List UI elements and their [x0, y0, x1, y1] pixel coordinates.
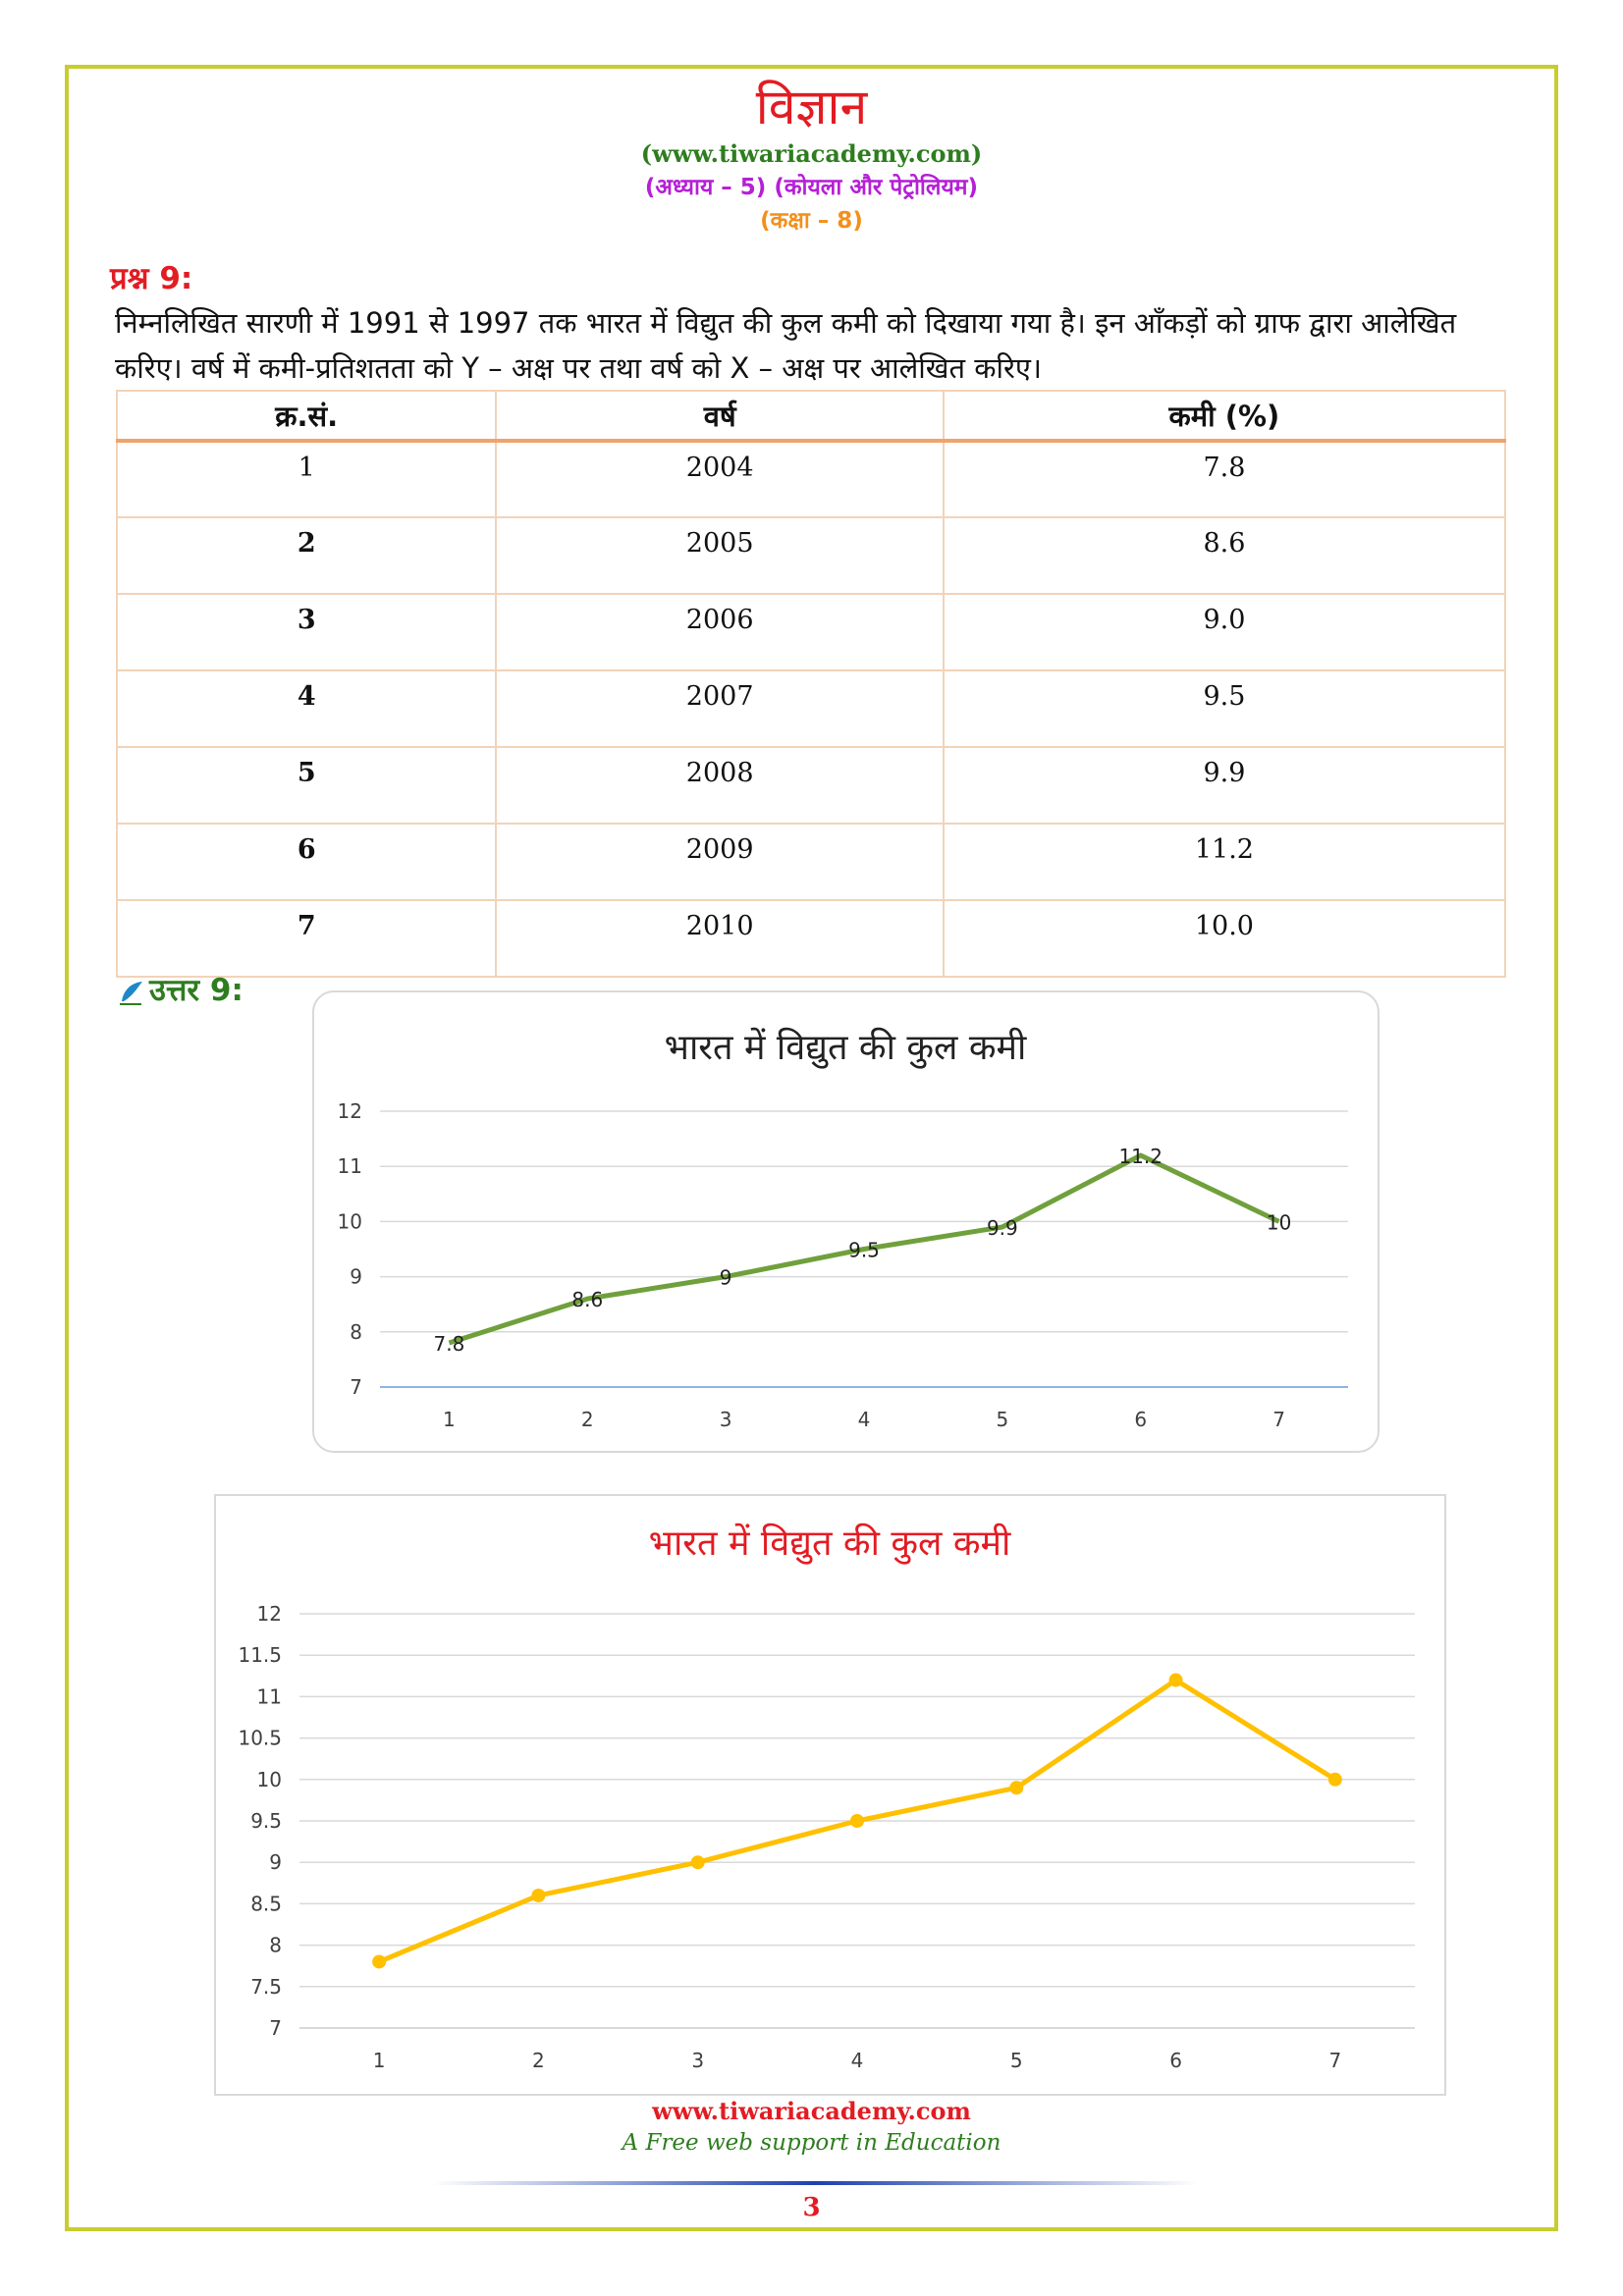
y-tick-label: 10	[256, 1767, 282, 1791]
y-tick-label: 9.5	[250, 1809, 282, 1833]
x-tick-label: 3	[691, 2049, 705, 2072]
cell-year: 2005	[496, 517, 943, 594]
footer-site-link[interactable]: www.tiwariacademy.com	[652, 2097, 971, 2125]
y-tick-label: 7	[269, 2016, 282, 2040]
x-tick-label: 7	[1328, 2049, 1342, 2072]
cell-shortage: 7.8	[944, 441, 1505, 517]
y-tick-label: 11	[337, 1154, 362, 1179]
footer-divider	[432, 2181, 1198, 2185]
cell-year: 2010	[496, 900, 943, 977]
chart-svg	[314, 992, 1378, 1451]
data-point	[531, 1889, 545, 1902]
data-label: 9.9	[986, 1216, 1018, 1241]
cell-shortage: 9.9	[944, 747, 1505, 824]
data-point	[1169, 1674, 1183, 1687]
data-label: 8.6	[571, 1288, 604, 1312]
question-text: निम्नलिखित सारणी में 1991 से 1997 तक भारत में विद्युत की कुल कमी को दिखाया गया है। इन आँकड़ों को ग्राफ द्वारा आलेखित करिए। वर्ष में कमी-प्रतिशतता को Y – अक्ष पर तथा वर्ष को X – अक्ष पर आलेखित करिए।	[115, 306, 1457, 385]
header-site-link[interactable]: (www.tiwariacademy.com)	[640, 139, 983, 168]
table-header-row	[117, 391, 1505, 441]
y-tick-label: 7.5	[250, 1974, 282, 1999]
data-point	[1009, 1781, 1023, 1794]
cell-year: 2009	[496, 824, 943, 900]
x-tick-label: 6	[1169, 2049, 1182, 2072]
line-chart-green	[312, 990, 1380, 1453]
data-point	[691, 1855, 705, 1869]
line-chart-yellow	[214, 1494, 1446, 2096]
cell-shortage: 10.0	[944, 900, 1505, 977]
data-label: 10	[1266, 1210, 1292, 1235]
cell-serial: 1	[117, 441, 496, 517]
answer-heading-label: उत्तर 9:	[149, 973, 243, 1008]
data-label: 11.2	[1118, 1144, 1163, 1168]
x-tick-label: 1	[443, 1408, 456, 1431]
data-point	[850, 1814, 864, 1828]
x-tick-label: 1	[372, 2049, 386, 2072]
table-row	[117, 441, 1505, 517]
cell-serial: 7	[117, 900, 496, 977]
cell-year: 2007	[496, 670, 943, 747]
subject-title: विज्ञान	[755, 79, 868, 135]
answer-heading	[116, 969, 243, 1010]
class-label: (कक्षा – 8)	[760, 208, 863, 234]
y-tick-label: 9	[350, 1264, 362, 1289]
cell-shortage: 8.6	[944, 517, 1505, 594]
y-tick-label: 11	[256, 1684, 282, 1709]
cell-shortage: 11.2	[944, 824, 1505, 900]
cell-year: 2008	[496, 747, 943, 824]
data-point	[1328, 1773, 1342, 1787]
cell-serial: 2	[117, 517, 496, 594]
cell-year: 2004	[496, 441, 943, 517]
y-tick-label: 8	[350, 1319, 362, 1344]
x-tick-label: 7	[1272, 1408, 1285, 1431]
cell-year: 2006	[496, 594, 943, 670]
question-heading: प्रश्न 9:	[110, 261, 193, 296]
y-tick-label: 7	[350, 1375, 362, 1399]
data-label: 7.8	[433, 1332, 465, 1357]
data-table	[116, 390, 1506, 978]
col-header-year: वर्ष	[496, 391, 943, 441]
y-tick-label: 9	[269, 1850, 282, 1875]
data-label: 9.5	[848, 1238, 880, 1262]
x-tick-label: 2	[580, 1408, 594, 1431]
cell-serial: 5	[117, 747, 496, 824]
table-row	[117, 517, 1505, 594]
y-tick-label: 12	[337, 1099, 362, 1123]
cell-shortage: 9.5	[944, 670, 1505, 747]
chapter-title: (अध्याय – 5) (कोयला और पेट्रोलियम)	[644, 175, 979, 200]
x-tick-label: 6	[1134, 1408, 1148, 1431]
y-tick-label: 10.5	[238, 1726, 282, 1750]
chart-title: भारत में विद्युत की कुल कमी	[664, 1028, 1027, 1068]
x-tick-label: 5	[1009, 2049, 1023, 2072]
chart-svg	[216, 1496, 1444, 2094]
cell-serial: 3	[117, 594, 496, 670]
cell-serial: 6	[117, 824, 496, 900]
x-tick-label: 4	[850, 2049, 864, 2072]
x-tick-label: 4	[857, 1408, 871, 1431]
data-label: 9	[719, 1265, 732, 1290]
col-header-serial: क्र.सं.	[117, 391, 496, 441]
data-point	[372, 1954, 386, 1968]
x-tick-label: 5	[996, 1408, 1009, 1431]
cell-serial: 4	[117, 670, 496, 747]
page-number: 3	[802, 2193, 821, 2222]
tiwari-logo-icon	[116, 978, 145, 1007]
x-tick-label: 3	[719, 1408, 732, 1431]
y-tick-label: 8	[269, 1933, 282, 1957]
y-tick-label: 10	[337, 1209, 362, 1234]
y-tick-label: 8.5	[250, 1892, 282, 1916]
x-tick-label: 2	[532, 2049, 545, 2072]
table-row	[117, 594, 1505, 670]
y-tick-label: 12	[256, 1602, 282, 1626]
table-row	[117, 747, 1505, 824]
table-row	[117, 670, 1505, 747]
col-header-shortage: कमी (%)	[944, 391, 1505, 441]
y-tick-label: 11.5	[238, 1643, 282, 1668]
cell-shortage: 9.0	[944, 594, 1505, 670]
footer-tagline: A Free web support in Education	[622, 2130, 1001, 2156]
table-row	[117, 900, 1505, 977]
table-row	[117, 824, 1505, 900]
page-header	[0, 77, 1623, 238]
chart-title: भारत में विद्युत की कुल कमी	[648, 1523, 1011, 1564]
